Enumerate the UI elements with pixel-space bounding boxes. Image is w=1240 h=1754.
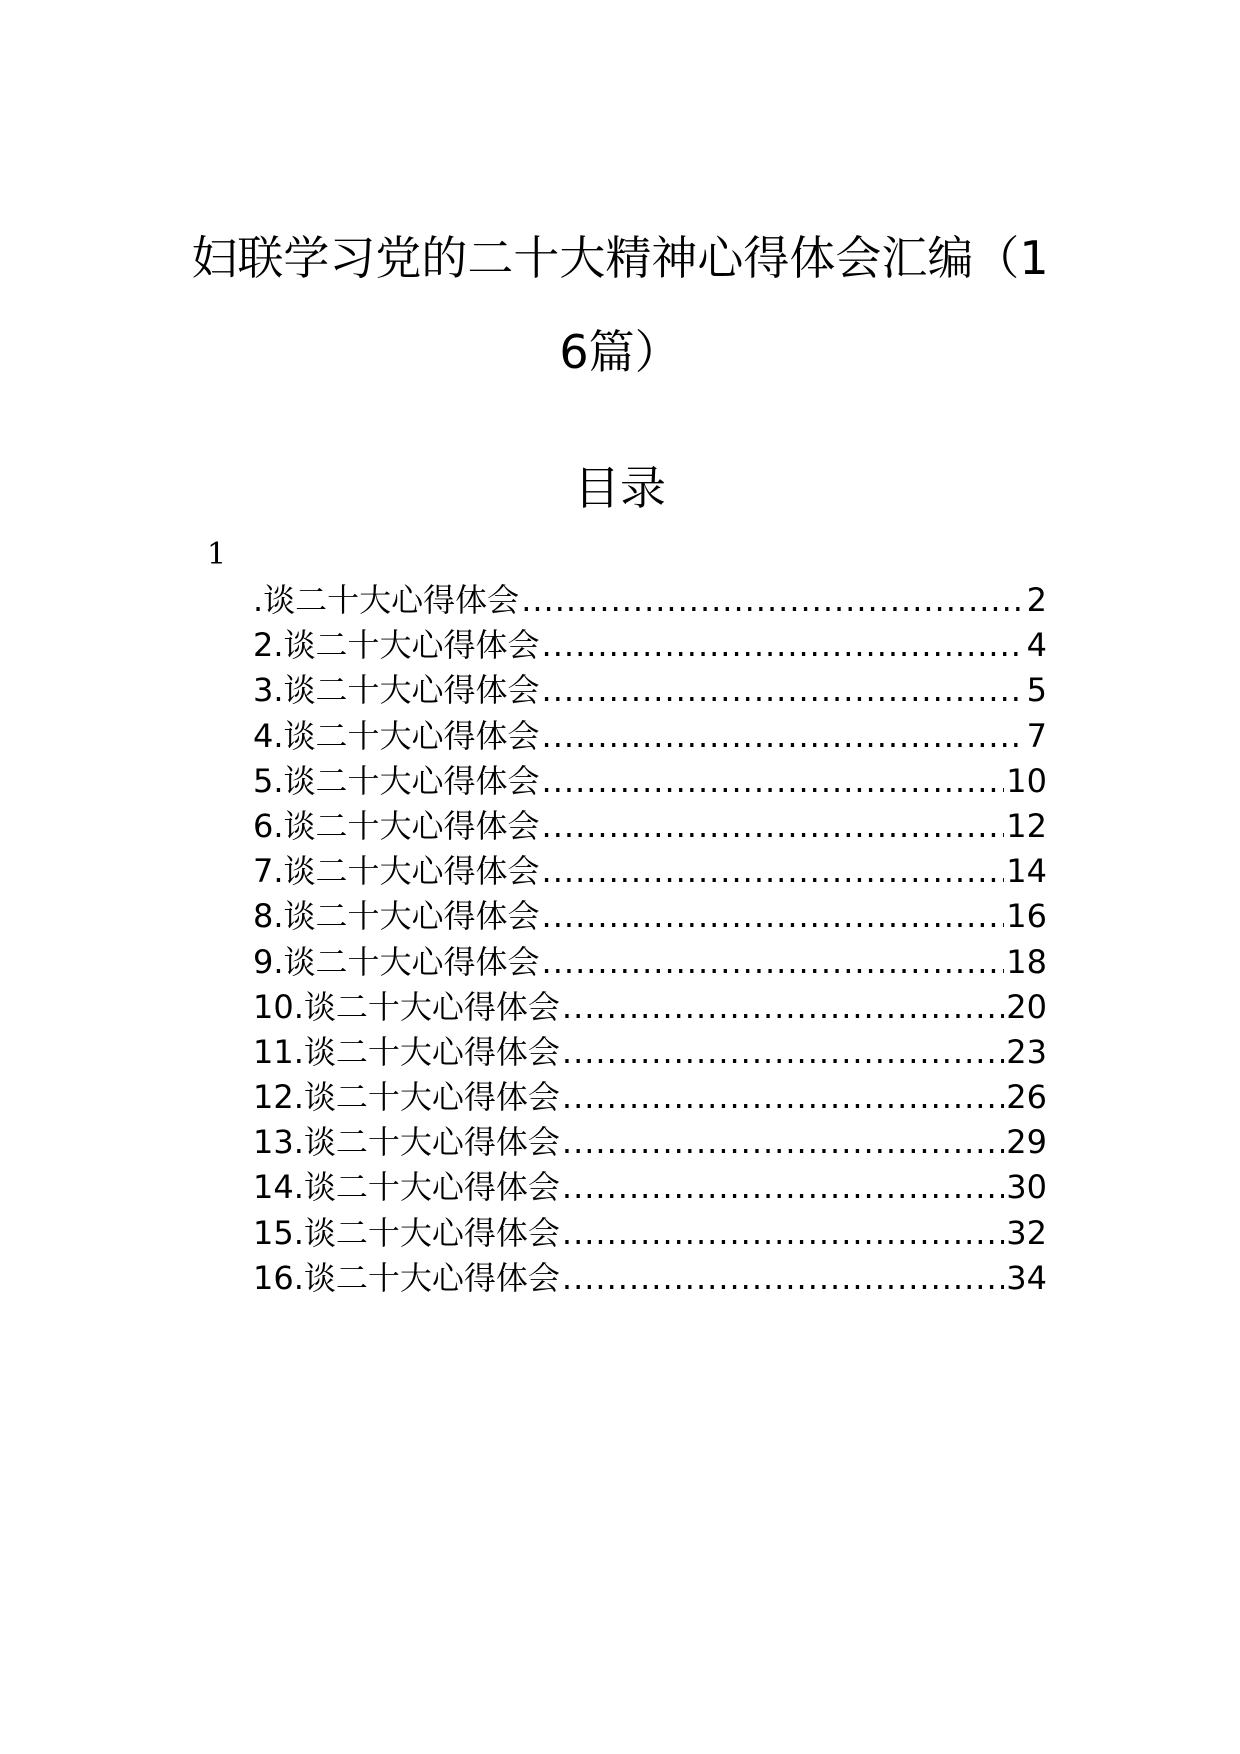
toc-entry-label: 2.谈二十大心得体会 [253,626,540,665]
toc-entry-label: 8.谈二十大心得体会 [253,897,540,936]
toc-dot-leader [562,985,1004,1030]
toc-entry[interactable] [253,849,1047,894]
toc-entry[interactable] [253,1165,1047,1210]
toc-entry-page-number: 10 [1006,761,1047,800]
toc-entry-page-number: 5 [1026,671,1047,710]
toc-entry[interactable] [253,714,1047,759]
toc-entry-label: 5.谈二十大心得体会 [253,761,540,800]
toc-entry-page-number: 34 [1006,1258,1047,1297]
toc-entry[interactable] [253,623,1047,668]
toc-entry[interactable] [253,894,1047,939]
toc-entry-page-number: 18 [1006,942,1047,981]
toc-entry-label: 11.谈二十大心得体会 [253,1032,560,1071]
toc-entry-page-number: 12 [1006,806,1047,845]
toc-entry-page-number: 20 [1006,987,1047,1026]
toc-entry[interactable] [253,1030,1047,1075]
toc-entry[interactable] [253,668,1047,713]
toc-entry-page-number: 26 [1006,1078,1047,1117]
toc-dot-leader [521,578,1024,623]
toc-entry-label: 12.谈二十大心得体会 [253,1078,560,1117]
toc-entry-label: 9.谈二十大心得体会 [253,942,540,981]
toc-dot-leader [562,1030,1004,1075]
toc-entry-label: 14.谈二十大心得体会 [253,1168,560,1207]
stray-list-number: 1 [207,537,227,572]
toc-dot-leader [562,1120,1004,1165]
toc-entry-label: 15.谈二十大心得体会 [253,1213,560,1252]
toc-entry-label: 3.谈二十大心得体会 [253,671,540,710]
toc-entry-label: 16.谈二十大心得体会 [253,1258,560,1297]
toc-entry-label: 10.谈二十大心得体会 [253,987,560,1026]
toc-dot-leader [542,668,1025,713]
toc-entry-page-number: 2 [1026,581,1047,619]
toc-heading: 目录 [574,461,666,515]
toc-dot-leader [562,1211,1004,1256]
toc-dot-leader [542,894,1005,939]
toc-entry[interactable] [253,578,1047,623]
toc-dot-leader [542,849,1005,894]
toc-entry[interactable] [253,1256,1047,1301]
table-of-contents [253,578,1047,1301]
toc-dot-leader [562,1165,1004,1210]
toc-entry-label: 4.谈二十大心得体会 [253,716,540,755]
toc-entry-label: .谈二十大心得体会 [253,581,520,619]
toc-entry[interactable] [253,1120,1047,1165]
toc-entry-page-number: 30 [1006,1168,1047,1207]
toc-dot-leader [542,714,1025,759]
toc-dot-leader [542,940,1005,985]
toc-entry[interactable] [253,804,1047,849]
toc-dot-leader [562,1256,1004,1301]
toc-entry-page-number: 7 [1026,716,1047,755]
toc-entry-label: 7.谈二十大心得体会 [253,852,540,891]
toc-entry-label: 6.谈二十大心得体会 [253,806,540,845]
toc-entry-page-number: 23 [1006,1032,1047,1071]
toc-dot-leader [542,804,1005,849]
toc-entry-page-number: 4 [1026,626,1047,665]
toc-entry-page-number: 14 [1006,852,1047,891]
toc-entry[interactable] [253,985,1047,1030]
toc-entry-page-number: 32 [1006,1213,1047,1252]
toc-entry[interactable] [253,759,1047,804]
document-title-line-1: 妇联学习党的二十大精神心得体会汇编（1 [191,231,1049,285]
toc-entry[interactable] [253,940,1047,985]
toc-dot-leader [542,759,1005,804]
toc-dot-leader [542,623,1025,668]
toc-entry[interactable] [253,1211,1047,1256]
toc-entry-label: 13.谈二十大心得体会 [253,1123,560,1162]
toc-dot-leader [562,1075,1004,1120]
toc-entry[interactable] [253,1075,1047,1120]
toc-entry-page-number: 29 [1006,1123,1047,1162]
document-title-line-2: 6篇） [559,325,681,379]
toc-entry-page-number: 16 [1006,897,1047,936]
